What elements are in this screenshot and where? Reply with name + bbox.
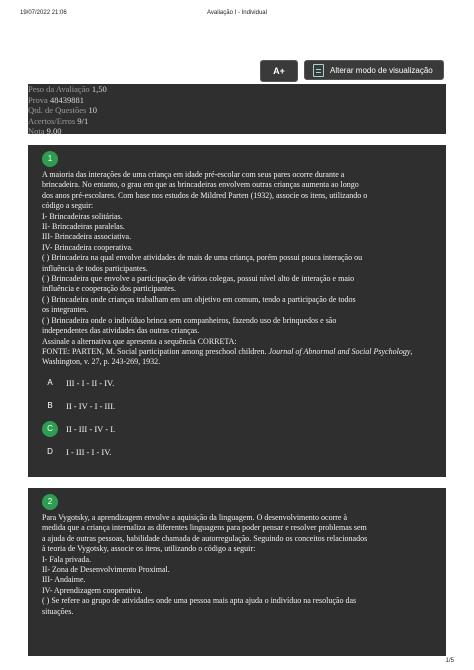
document-icon: [313, 64, 324, 77]
answer-options: [42, 375, 432, 460]
option-text: I - III - I - IV.: [66, 446, 112, 457]
change-view-mode-button[interactable]: [304, 60, 444, 80]
statement-line: II- Zona de Desenvolvimento Proximal.: [42, 565, 170, 575]
option-d[interactable]: [42, 444, 432, 460]
statement-line: ( ) Brincadeira onde o indivíduo brinca sem companheiros, fazendo uso de brinquedos e são: [42, 315, 337, 325]
reference-journal: Journal of Abnormal and Social Psychology: [268, 346, 411, 356]
statement-line: situações.: [42, 606, 74, 616]
summary-value: 1,50: [91, 84, 107, 94]
statement-line: influência e cooperação dos participantes.: [42, 284, 176, 294]
statement-line: ( ) Se refere ao grupo de atividades onde uma pessoa mais apta ajuda o indivíduo na resolução das: [42, 596, 357, 606]
statement-line: influência de todos participantes.: [42, 263, 148, 273]
option-text: II - IV - I - III.: [66, 400, 116, 411]
toolbar: [260, 60, 444, 82]
question-card-1: [28, 145, 446, 477]
summary-value: 10: [88, 105, 97, 115]
summary-nota: [28, 126, 446, 137]
print-date: 19/07/2022 21:06: [20, 10, 67, 16]
reference-details: , Washington, v. 27, p. 243-269, 1932.: [42, 346, 413, 367]
print-header: [20, 10, 454, 20]
summary-value: 48439881: [49, 94, 84, 105]
statement-line: I- Fala privada.: [42, 554, 92, 564]
statement-line: II- Brincadeiras paralelas.: [42, 222, 125, 232]
summary-prova: [28, 95, 446, 106]
statement-line: independentes das atividades das outras crianças.: [42, 326, 200, 336]
reference-text: FONTE: PARTEN, M. Social participation among preschool children.: [42, 346, 269, 356]
option-letter: B: [47, 400, 53, 410]
statement-line: ( ) Brincadeira onde crianças trabalham em um objetivo em comum, tendo a participação de todos: [42, 294, 356, 304]
option-letter: A: [47, 377, 53, 387]
question-card-2: [28, 488, 446, 656]
summary-acertos: [28, 116, 446, 127]
page-number: 1/5: [445, 658, 454, 664]
summary-label: Prova: [28, 94, 48, 105]
question-statement: [42, 513, 432, 617]
source-reference: [42, 347, 432, 368]
option-b[interactable]: [42, 398, 432, 414]
summary-label: Nota: [28, 126, 45, 136]
statement-line: dos anos pré-escolares. Com base nos estudos de Mildred Parten (1932), associe os itens, utilizando o: [42, 190, 368, 200]
statement-line: Para Vygotsky, a aprendizagem envolve a aquisição da linguagem. O desenvolvimento ocorre à: [42, 513, 348, 522]
summary-value: 9,00: [46, 126, 62, 136]
statement-line: IV- Brincadeira cooperativa.: [42, 242, 133, 252]
statement-line: à teoria de Vygotsky, associe os itens, utilizando o código a seguir:: [42, 544, 256, 554]
print-title: Avaliação I - Individual: [207, 10, 267, 16]
statement-line: Assinale a alternativa que apresenta a sequência CORRETA:: [42, 336, 237, 346]
evaluation-summary: [28, 84, 446, 134]
summary-label: Peso da Avaliação: [28, 84, 90, 94]
statement-line: brincadeira. No entanto, o grau em que as brincadeiras envolvem outras crianças aumenta ao longo: [42, 180, 359, 190]
summary-peso: [28, 84, 446, 95]
question-number-badge: 1: [42, 151, 58, 167]
font-size-button[interactable]: A+: [260, 60, 298, 82]
question-number-badge: 2: [42, 494, 58, 510]
statement-line: A maioria das interações de uma criança em idade pré-escolar com seus pares ocorre durante a: [42, 170, 345, 179]
statement-line: IV- Aprendizagem cooperativa.: [42, 585, 143, 595]
summary-label: Acertos/Erros: [28, 115, 76, 126]
summary-label: Qtd. de Questões: [28, 105, 87, 115]
change-view-mode-label: Alterar modo de visualização: [330, 65, 433, 75]
statement-line: os integrantes.: [42, 305, 89, 315]
option-c[interactable]: [42, 421, 432, 437]
summary-questoes: [28, 105, 446, 116]
statement-line: ( ) Brincadeira que envolve a participação de vários colegas, possui nível alto de interação e maio: [42, 274, 355, 284]
statement-line: III- Brincadeira associativa.: [42, 232, 132, 242]
option-letter: D: [47, 446, 53, 456]
statement-line: a ajuda de outras pessoas, habilidade chamada de autorregulação. Seguindo os conceitos relacionados: [42, 533, 368, 543]
option-letter-correct: C: [42, 421, 58, 437]
statement-line: III- Andaime.: [42, 575, 86, 585]
statement-line: código a seguir:: [42, 201, 94, 211]
summary-value: 9/1: [77, 115, 89, 126]
option-a[interactable]: [42, 375, 432, 391]
statement-line: medida que a criança internaliza as diferentes linguagens para poder pensar e resolver problemas sem: [42, 523, 367, 533]
option-text: II - III - IV - I.: [66, 423, 116, 434]
question-statement: [42, 170, 432, 368]
statement-line: ( ) Brincadeira na qual envolve atividades de mais de uma criança, porém possui pouca interação ou: [42, 253, 363, 263]
statement-line: I- Brincadeiras solitárias.: [42, 211, 123, 221]
option-text: III - I - II - IV.: [66, 377, 115, 388]
